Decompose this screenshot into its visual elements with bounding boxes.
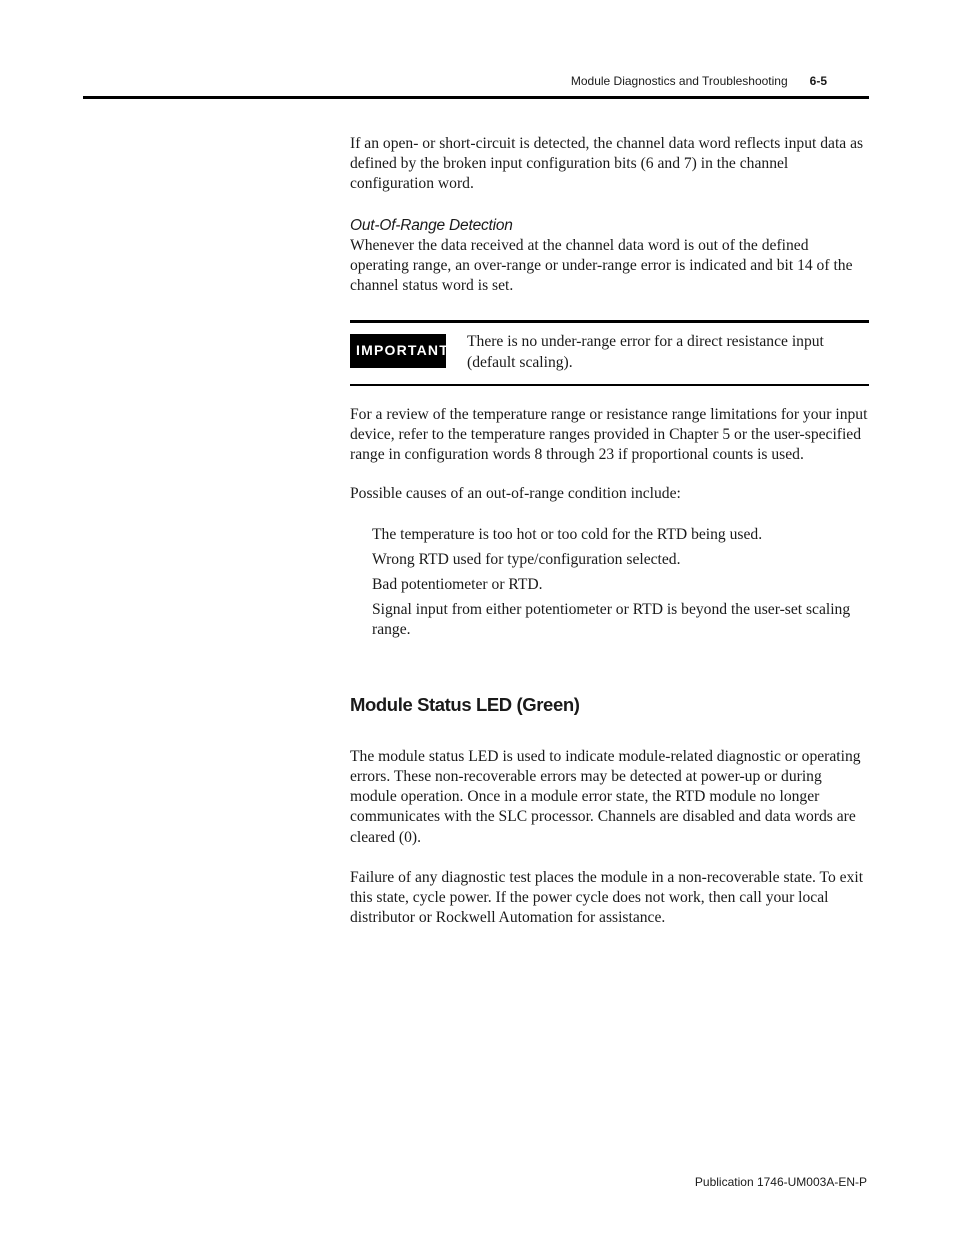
paragraph-out-of-range: Whenever the data received at the channel data word is out of the defined operating range, an over-range or under-range error is indicated and bit 14 of the channel status word is set. xyxy=(350,236,853,295)
section-heading: Module Status LED (Green) xyxy=(350,693,580,715)
page-number: 6-5 xyxy=(809,74,827,88)
important-label: IMPORTANT xyxy=(350,334,446,367)
paragraph-open-short-circuit: If an open- or short-circuit is detected, the channel data word reflects input data as defined by the broken input configuration bits (6 and 7) in the channel configuration word. xyxy=(350,135,864,193)
list-item: Bad potentiometer or RTD. xyxy=(372,576,543,594)
running-header xyxy=(571,74,827,88)
paragraph-range-review: For a review of the temperature range or resistance range limitations for your input device, refer to the temperature ranges provided in Chapter 5 or the user-specified range in configuration words 8 through 23 if proportional counts is used. xyxy=(350,405,868,464)
causes-list xyxy=(350,525,869,641)
list-item: The temperature is too hot or too cold for the RTD being used. xyxy=(372,525,763,543)
publication-footer: Publication 1746-UM003A-EN-P xyxy=(694,1175,867,1189)
list-item: Signal input from either potentiometer or RTD is beyond the user-set scaling range. xyxy=(372,601,851,639)
chapter-title: Module Diagnostics and Troubleshooting xyxy=(570,74,788,88)
subheading-out-of-range: Out-Of-Range Detection xyxy=(350,216,513,234)
page-content xyxy=(350,134,869,928)
paragraph-status-led: The module status LED is used to indicate module-related diagnostic or operating errors. These non-recoverable errors may be detected at power-up or during module operation. Once in a module error state, the RTD module no longer communicates with the SLC processor. Channels are disabled and data words are cleared (0). xyxy=(350,747,861,846)
paragraph-causes-intro: Possible causes of an out-of-range condition include: xyxy=(350,485,681,503)
list-item: Wrong RTD used for type/configuration selected. xyxy=(372,550,681,568)
important-callout xyxy=(350,320,869,385)
paragraph-failure: Failure of any diagnostic test places the module in a non-recoverable state. To exit this state, cycle power. If the power cycle does not work, then call your local distributor or Rockwell Automation for assistance. xyxy=(350,868,864,927)
header-rule xyxy=(83,96,869,99)
important-text: There is no under-range error for a direct resistance input (default scaling). xyxy=(467,333,824,371)
